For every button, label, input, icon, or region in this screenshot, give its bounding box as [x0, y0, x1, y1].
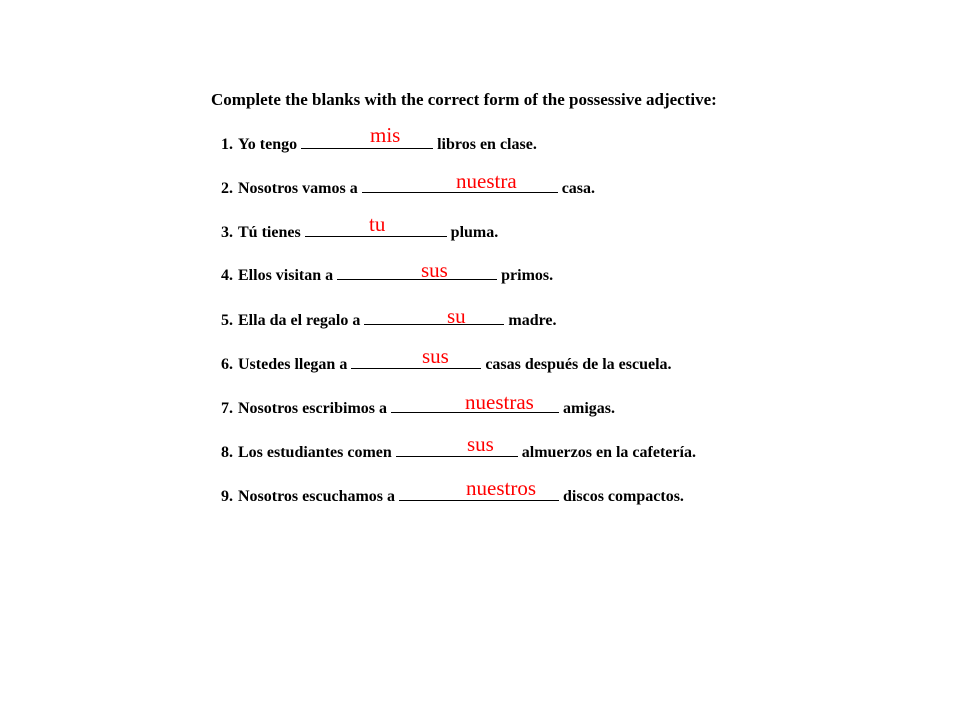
- question-2: [221, 178, 595, 199]
- question-text-before: Nosotros vamos a: [238, 180, 358, 197]
- answer-7: nuestras: [465, 390, 534, 414]
- answer-9: nuestros: [466, 476, 536, 500]
- question-number: 3.: [221, 224, 233, 241]
- question-text-before: Tú tienes: [238, 224, 301, 241]
- question-number: 7.: [221, 400, 233, 417]
- question-text-after: amigas.: [563, 400, 616, 417]
- question-number: 9.: [221, 488, 233, 505]
- answer-8: sus: [467, 432, 494, 456]
- question-number: 8.: [221, 444, 233, 461]
- question-number: 5.: [221, 312, 233, 329]
- answer-blank: [396, 442, 518, 457]
- answer-1: mis: [370, 123, 401, 147]
- question-text-after: almuerzos en la cafetería.: [521, 444, 696, 461]
- worksheet-instructions: Complete the blanks with the correct form of the possessive adjective:: [211, 90, 717, 109]
- answer-6: sus: [422, 344, 449, 368]
- question-text-after: casas después de la escuela.: [485, 356, 672, 373]
- question-text-after: libros en clase.: [437, 136, 537, 153]
- answer-blank: [301, 134, 433, 149]
- answer-2: nuestra: [456, 169, 517, 193]
- question-text-after: pluma.: [450, 224, 499, 241]
- question-8: [221, 442, 696, 463]
- question-text-after: primos.: [501, 267, 554, 284]
- question-text-before: Los estudiantes comen: [238, 444, 392, 461]
- question-text-after: madre.: [508, 312, 557, 329]
- answer-4: sus: [421, 258, 448, 282]
- question-text-after: casa.: [561, 180, 596, 197]
- question-number: 4.: [221, 267, 233, 284]
- answer-blank: [337, 265, 497, 280]
- question-text-before: Ustedes llegan a: [238, 356, 348, 373]
- question-text-before: Ellos visitan a: [238, 267, 334, 284]
- question-5: [221, 310, 557, 331]
- question-text-before: Ella da el regalo a: [238, 312, 361, 329]
- question-7: [221, 398, 615, 419]
- question-text-before: Nosotros escribimos a: [238, 400, 388, 417]
- answer-3: tu: [369, 212, 386, 236]
- question-number: 6.: [221, 356, 233, 373]
- answer-blank: [364, 310, 504, 325]
- question-3: [221, 222, 498, 243]
- answer-5: su: [447, 304, 466, 328]
- question-text-before: Nosotros escuchamos a: [238, 488, 396, 505]
- question-text-after: discos compactos.: [563, 488, 684, 505]
- question-number: 1.: [221, 136, 233, 153]
- question-9: [221, 486, 684, 507]
- question-text-before: Yo tengo: [238, 136, 298, 153]
- answer-blank: [351, 354, 481, 369]
- question-number: 2.: [221, 180, 233, 197]
- question-4: [221, 265, 553, 286]
